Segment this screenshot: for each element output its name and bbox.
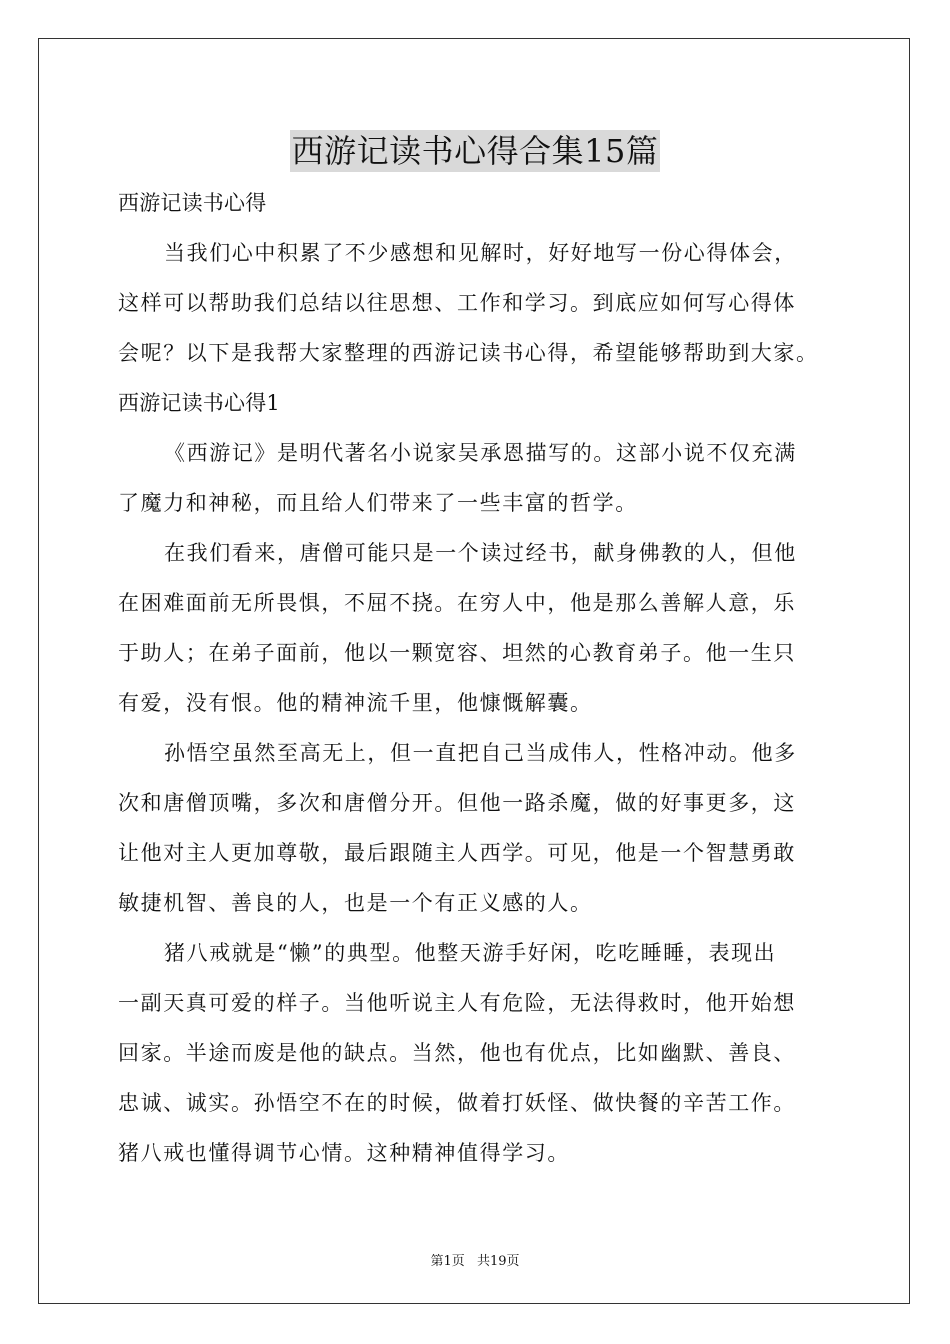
text-line: 忠诚、诚实。孙悟空不在的时候，做着打妖怪、做快餐的辛苦工作。 <box>118 1091 796 1115</box>
page-total: 共19页 <box>476 1254 520 1269</box>
text-line: 在我们看来，唐僧可能只是一个读过经书，献身佛教的人，但他 <box>164 541 797 565</box>
page-number: 第1页 <box>430 1254 465 1269</box>
section-heading: 西游记读书心得 <box>118 191 267 215</box>
text-line: 猪八戒也懂得调节心情。这种精神值得学习。 <box>118 1141 570 1165</box>
page-footer <box>0 1250 950 1269</box>
text-line: 当我们心中积累了不少感想和见解时，好好地写一份心得体会， <box>164 241 797 265</box>
document-title-wrap <box>0 126 950 172</box>
text-line: 《西游记》是明代著名小说家吴承恩描写的。这部小说不仅充满 <box>164 441 797 465</box>
text-line: 了魔力和神秘，而且给人们带来了一些丰富的哲学。 <box>118 491 638 515</box>
text-line: 会呢？以下是我帮大家整理的西游记读书心得，希望能够帮助到大家。 <box>118 341 819 365</box>
section-heading: 西游记读书心得1 <box>118 391 280 415</box>
text-line: 在困难面前无所畏惧，不屈不挠。在穷人中，他是那么善解人意，乐 <box>118 591 796 615</box>
document-title: 西游记读书心得合集15篇 <box>291 132 659 170</box>
text-line: 次和唐僧顶嘴，多次和唐僧分开。但他一路杀魔，做的好事更多，这 <box>118 791 796 815</box>
text-line: 有爱，没有恨。他的精神流千里，他慷慨解囊。 <box>118 691 593 715</box>
text-line: 猪八戒就是“懒”的典型。他整天游手好闲，吃吃睡睡，表现出 <box>164 941 777 965</box>
text-line: 让他对主人更加尊敬，最后跟随主人西学。可见，他是一个智慧勇敢 <box>118 841 796 865</box>
text-line: 敏捷机智、善良的人，也是一个有正义感的人。 <box>118 891 593 915</box>
document-body <box>118 178 838 1178</box>
text-line: 一副天真可爱的样子。当他听说主人有危险，无法得救时，他开始想 <box>118 991 796 1015</box>
text-line: 回家。半途而废是他的缺点。当然，他也有优点，比如幽默、善良、 <box>118 1041 796 1065</box>
text-line: 这样可以帮助我们总结以往思想、工作和学习。到底应如何写心得体 <box>118 291 796 315</box>
text-line: 孙悟空虽然至高无上，但一直把自己当成伟人，性格冲动。他多 <box>164 741 797 765</box>
text-line: 于助人；在弟子面前，他以一颗宽容、坦然的心教育弟子。他一生只 <box>118 641 796 665</box>
